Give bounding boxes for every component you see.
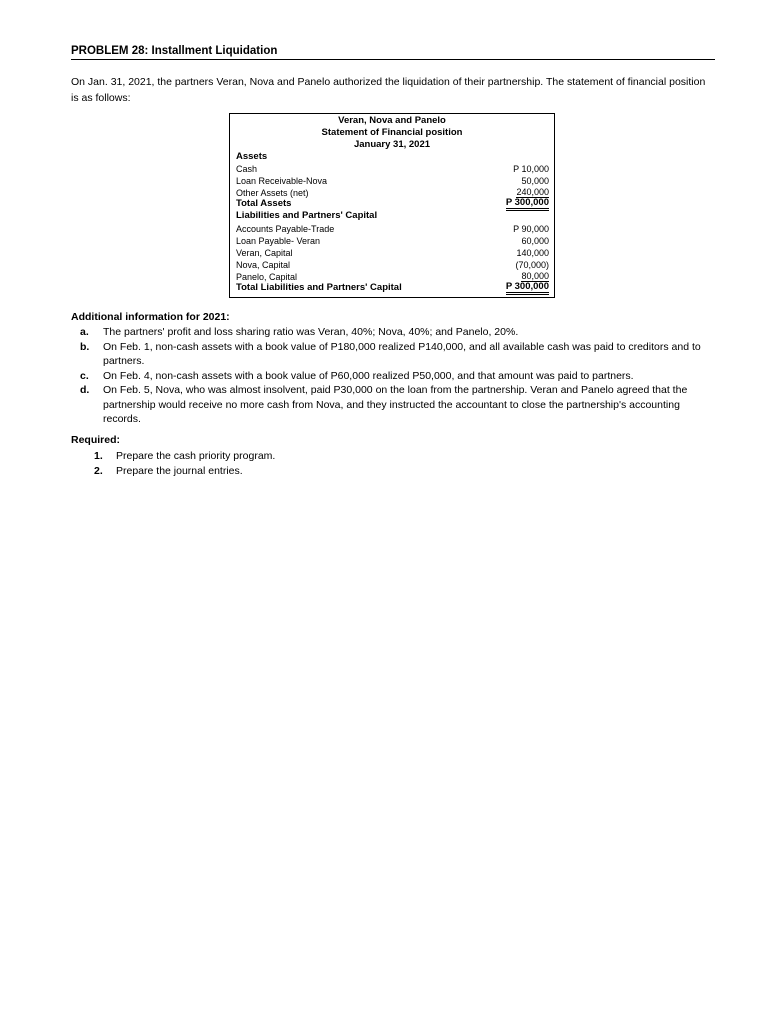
- row-label: Total Assets: [236, 198, 292, 209]
- row-label: Loan Receivable-Nova: [236, 176, 328, 186]
- row-amount: P 90,000: [513, 224, 549, 234]
- list-text: On Feb. 5, Nova, who was almost insolvent, paid P30,000 on the loan from the partnership. Veran and Panelo agreed that the partnership would receive no more cash from Nova, and they instructed the accountant to close the partnership's accounting records.: [103, 384, 688, 425]
- list-text: The partners' profit and loss sharing ratio was Veran, 40%; Nova, 40%; and Panelo, 20%.: [103, 326, 519, 338]
- row-amount: 80,000: [521, 271, 549, 281]
- total-liabilities-row: [236, 282, 549, 294]
- table-row: [236, 175, 549, 187]
- row-amount: P 300,000: [506, 282, 549, 295]
- liabilities-heading: Liabilities and Partners' Capital: [236, 210, 378, 221]
- row-label: Cash: [236, 164, 258, 174]
- table-row: [236, 247, 549, 259]
- list-item: [71, 325, 716, 340]
- table-row: [236, 223, 549, 235]
- row-label: Panelo, Capital: [236, 272, 298, 282]
- row-label: Veran, Capital: [236, 248, 293, 258]
- list-marker: 1.: [94, 450, 103, 462]
- additional-info-heading: Additional information for 2021:: [71, 311, 230, 323]
- statement-company: Veran, Nova and Panelo: [338, 115, 446, 126]
- list-text: On Feb. 4, non-cash assets with a book value of P60,000 realized P50,000, and that amount was paid to partners.: [103, 369, 634, 382]
- row-label: Accounts Payable-Trade: [236, 224, 335, 234]
- statement-title: Statement of Financial position: [321, 127, 463, 138]
- list-marker: a.: [80, 326, 89, 338]
- list-marker: b.: [80, 340, 90, 353]
- total-assets-row: [236, 198, 549, 210]
- list-marker: 2.: [94, 464, 103, 477]
- required-heading: Required:: [71, 434, 121, 446]
- list-item: [71, 383, 716, 427]
- table-row: [236, 163, 549, 175]
- row-label: Loan Payable- Veran: [236, 236, 321, 246]
- list-text: Prepare the journal entries.: [116, 464, 243, 477]
- required-list: [71, 449, 275, 478]
- table-row: [236, 235, 549, 247]
- row-amount: 240,000: [516, 187, 549, 197]
- statement-of-financial-position: [229, 113, 555, 298]
- row-label: Other Assets (net): [236, 188, 309, 198]
- row-amount: P 300,000: [506, 198, 549, 211]
- list-text: On Feb. 1, non-cash assets with a book value of P180,000 realized P140,000, and all available cash was paid to creditors and to partners.: [103, 340, 701, 367]
- list-marker: c.: [80, 369, 89, 382]
- intro-paragraph: On Jan. 31, 2021, the partners Veran, Nova and Panelo authorized the liquidation of their partnership. The statement of financial position is as follows:: [71, 76, 706, 104]
- additional-info-list: [71, 325, 716, 427]
- row-amount: 140,000: [516, 248, 549, 258]
- table-row: [236, 259, 549, 271]
- list-text: Prepare the cash priority program.: [116, 450, 276, 462]
- list-marker: d.: [80, 384, 90, 396]
- list-item: [71, 464, 275, 479]
- row-amount: 50,000: [521, 176, 549, 186]
- list-item: [71, 369, 716, 384]
- row-label: Nova, Capital: [236, 260, 291, 270]
- statement-date: January 31, 2021: [353, 139, 431, 150]
- problem-title: PROBLEM 28: Installment Liquidation: [71, 45, 715, 60]
- row-label: Total Liabilities and Partners' Capital: [236, 282, 402, 293]
- row-amount: 60,000: [521, 236, 549, 246]
- row-amount: (70,000): [515, 260, 549, 270]
- assets-heading: Assets: [236, 151, 268, 162]
- list-item: [71, 340, 716, 369]
- list-item: [71, 449, 275, 464]
- row-amount: P 10,000: [513, 164, 549, 174]
